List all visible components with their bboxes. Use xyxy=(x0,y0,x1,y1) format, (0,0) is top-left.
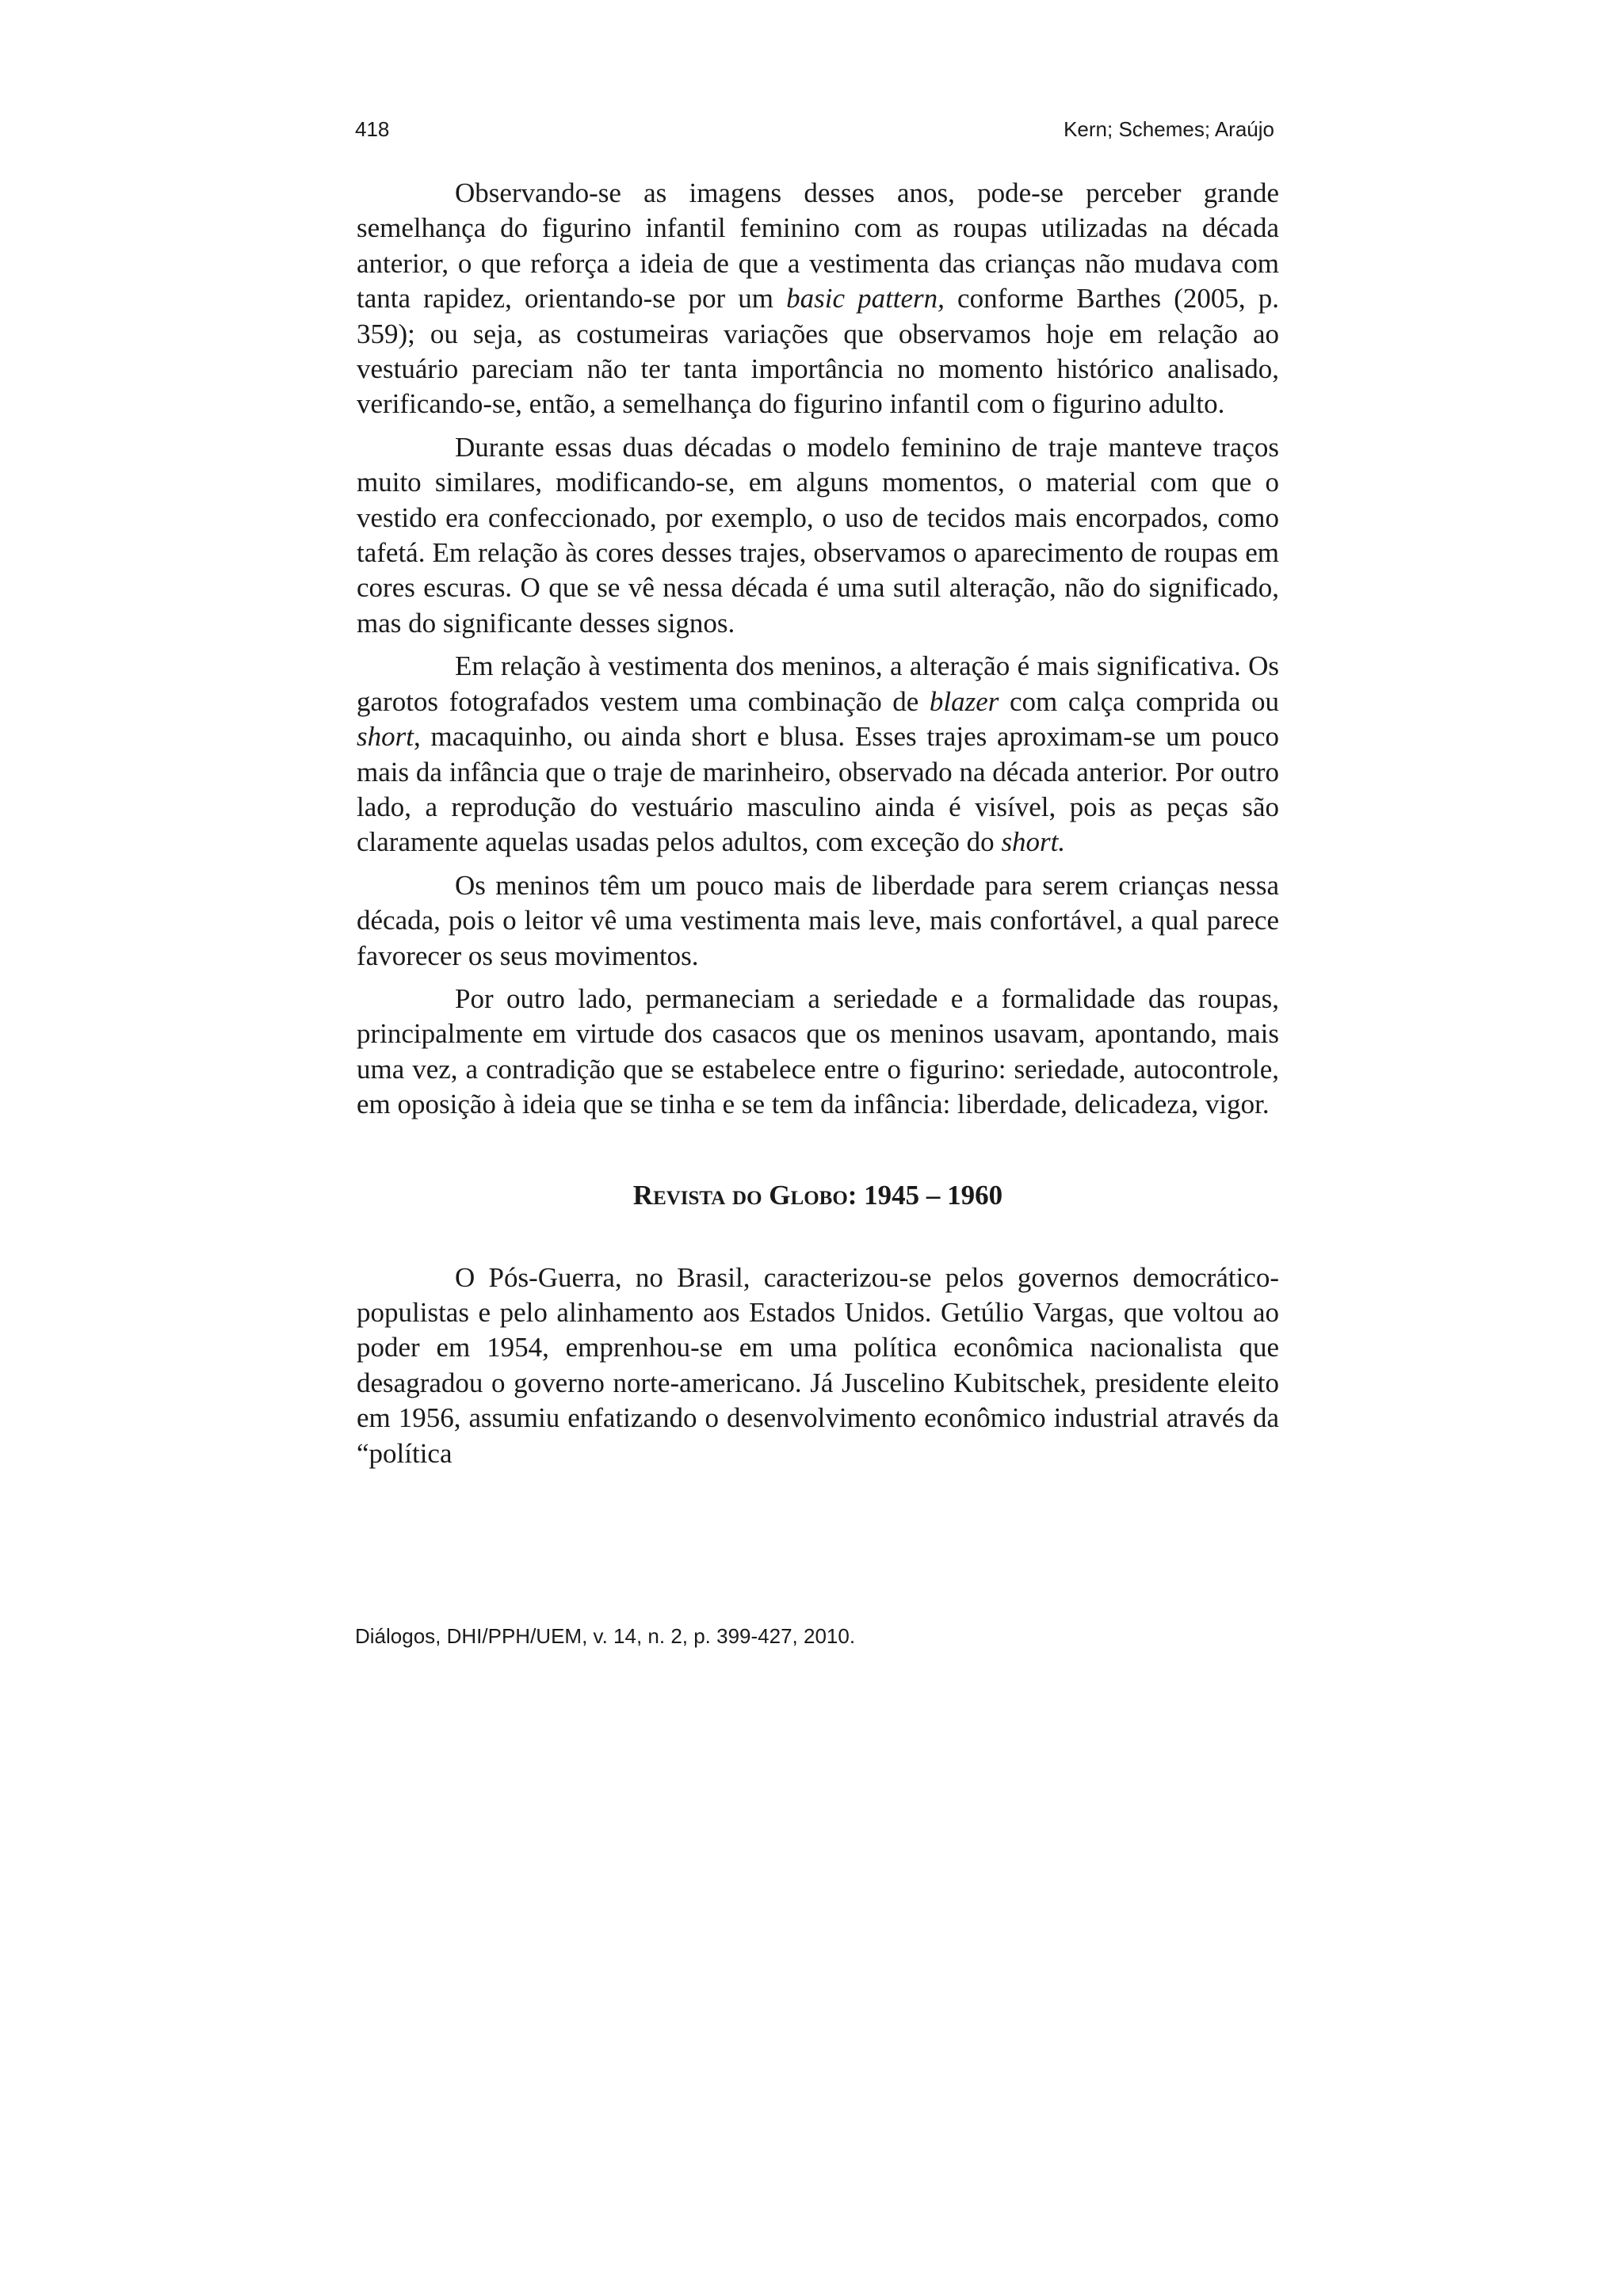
section-heading xyxy=(357,1178,1279,1213)
paragraph-5: Por outro lado, permaneciam a seriedade e a formalidade das roupas, principalmente em virtude dos casacos que os meninos usavam, apontando, mais uma vez, a contradição que se estabelece entre o figurino: seriedade, autocontrole, em oposição à ideia que se tinha e se tem da infância: liberdade, delicadeza, vigor. xyxy=(357,982,1279,1120)
paragraph-3-text-a: Em relação à vestimenta dos meninos, a alteração é mais significativa. Os garotos fotografados vestem uma combinação de xyxy=(357,650,1279,717)
body-text xyxy=(357,176,1279,1471)
paragraph-4: Os meninos têm um pouco mais de liberdade para serem crianças nessa década, pois o leitor vê uma vestimenta mais leve, mais confortável, a qual parece favorecer os seus movimentos. xyxy=(357,869,1279,971)
paragraph-3-text-c: , macaquinho, ou ainda short e blusa. Esses trajes aproximam-se um pouco mais da infância que o traje de marinheiro, observado na década anterior. Por outro lado, a reprodução do vestuário masculino ainda é visível, pois as peças são claramente aquelas usadas pelos adultos, com exceção do xyxy=(357,721,1279,858)
running-header-authors: Kern; Schemes; Araújo xyxy=(1064,117,1274,141)
section-heading-title: Revista do Globo xyxy=(632,1179,848,1211)
paragraph-6: O Pós-Guerra, no Brasil, caracterizou-se pelos governos democrático-populistas e pelo alinhamento aos Estados Unidos. Getúlio Vargas, que voltou ao poder em 1954, emprenhou-se em uma política econômica nacionalista que desagradou o governo norte-americano. Já Juscelino Kubitschek, presidente eleito em 1956, assumiu enfatizando o desenvolvimento econômico industrial através da “política xyxy=(357,1261,1279,1469)
paragraph-3-italic-short: short xyxy=(357,721,414,753)
page-number: 418 xyxy=(355,117,390,141)
paragraph-2: Durante essas duas décadas o modelo feminino de traje manteve traços muito similares, modificando-se, em alguns momentos, o material com que o vestido era confeccionado, por exemplo, o uso de tecidos mais encorpados, como tafetá. Em relação às cores desses trajes, observamos o aparecimento de roupas em cores escuras. O que se vê nessa década é uma sutil alteração, não do significado, mas do significante desses signos. xyxy=(357,431,1279,639)
paragraph-1-italic-term: basic pattern, xyxy=(786,283,945,315)
paragraph-3-italic-short-end: short. xyxy=(1001,826,1066,858)
footer-citation: Diálogos, DHI/PPH/UEM, v. 14, n. 2, p. 399-427, 2010. xyxy=(355,1624,856,1648)
paragraph-3 xyxy=(357,649,1279,860)
paragraph-1 xyxy=(357,176,1279,422)
paragraph-3-text-b: com calça comprida ou xyxy=(999,685,1280,717)
paragraph-1-text-a: Observando-se as imagens desses anos, pode-se perceber grande semelhança do figurino infantil feminino com as roupas utilizadas na década anterior, o que reforça a ideia de que a vestimenta das crianças não mudava com tanta rapidez, orientando-se por um xyxy=(357,177,1279,315)
section-heading-dates: : 1945 – 1960 xyxy=(847,1179,1003,1211)
paragraph-3-italic-blazer: blazer xyxy=(929,685,999,717)
paragraph-1-text-b: conforme Barthes (2005, p. 359); ou seja, as costumeiras variações que observamos hoje em relação ao vestuário pareciam não ter tanta importância no momento histórico analisado, verificando-se, então, a semelhança do figurino infantil com o figurino adulto. xyxy=(357,283,1279,420)
